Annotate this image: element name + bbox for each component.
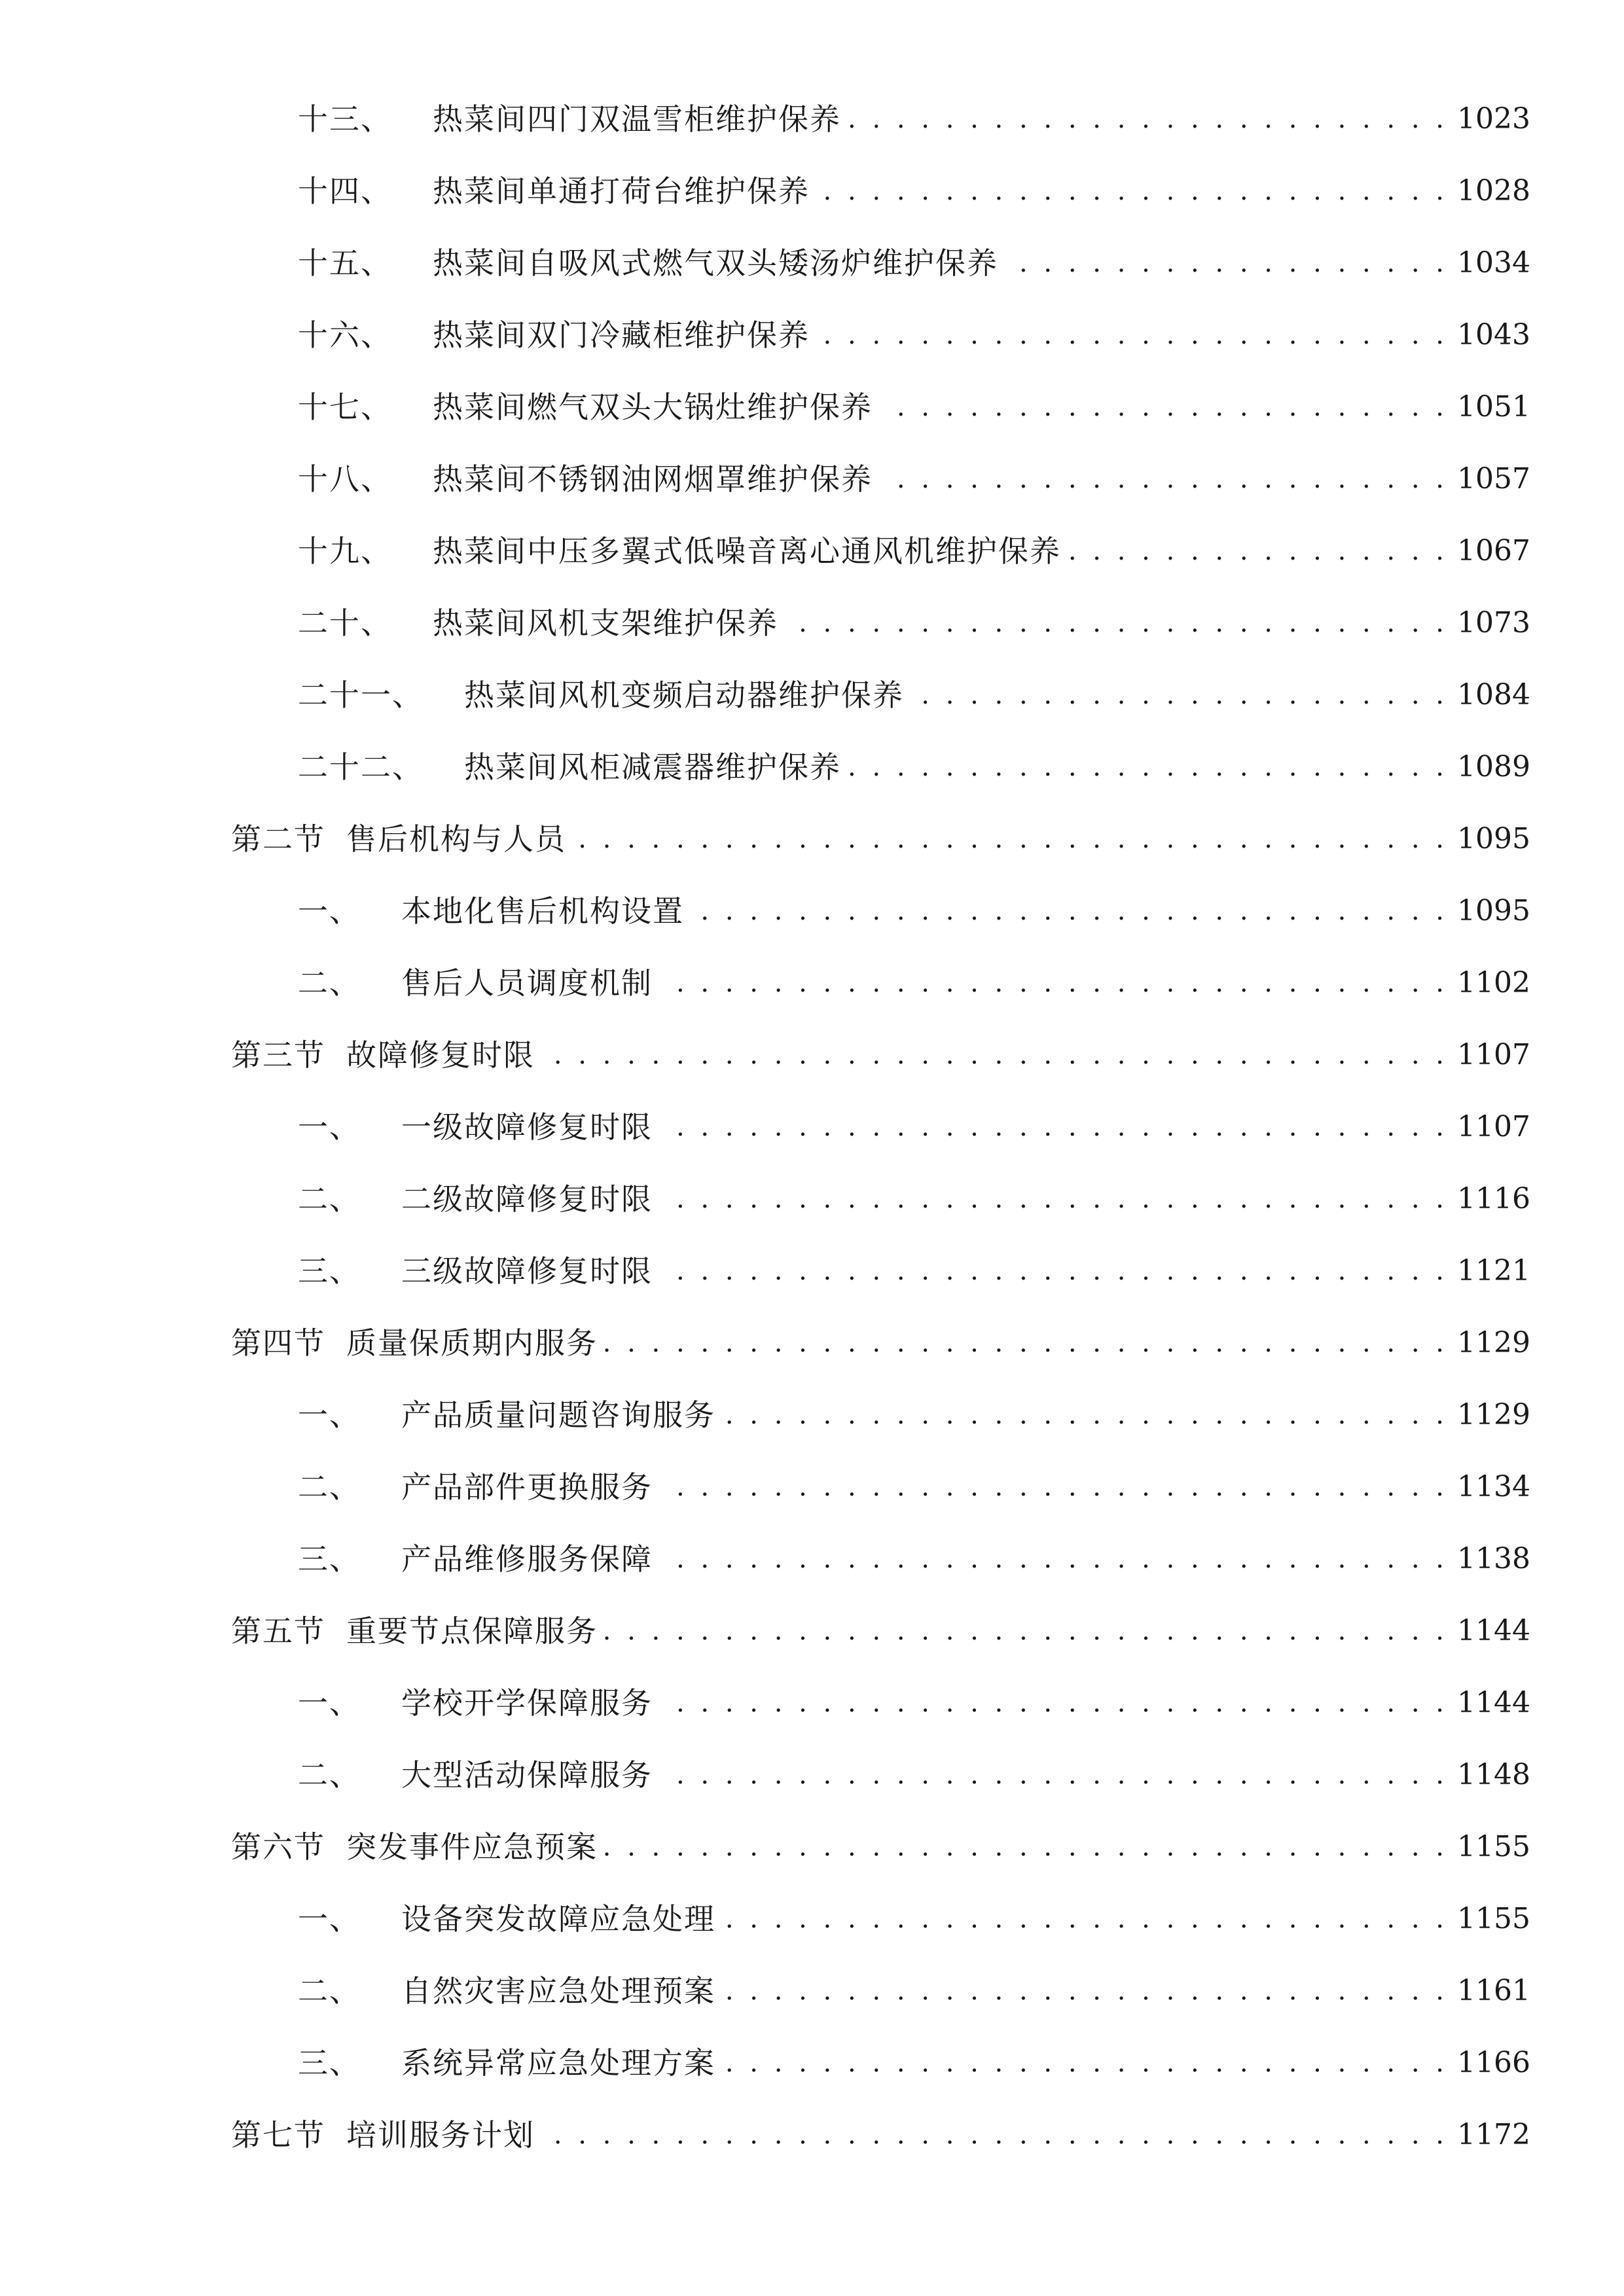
- toc-entry-page-number: 1102: [1457, 966, 1530, 999]
- toc-entry-title: 售后机构与人员: [346, 821, 566, 857]
- toc-entry-title: 热菜间自吸风式燃气双头矮汤炉维护保养: [433, 245, 998, 281]
- toc-dot-leader: [659, 957, 1448, 1009]
- toc-entry-page-number: 1067: [1457, 534, 1530, 567]
- toc-entry-page-number: 1155: [1457, 1830, 1530, 1863]
- toc-entry-page-number: 1144: [1457, 1614, 1530, 1647]
- toc-entry-title: 本地化售后机构设置: [401, 893, 684, 929]
- toc-dot-leader: [848, 741, 1448, 793]
- toc-entry-page-number: 1121: [1457, 1254, 1530, 1287]
- toc-entry-title: 热菜间风机支架维护保养: [433, 605, 778, 641]
- toc-entry-number: 一、: [298, 893, 361, 929]
- toc-subsection-entry[interactable]: [298, 525, 1530, 577]
- toc-entry-title: 突发事件应急预案: [346, 1829, 598, 1865]
- toc-entry-number: 第五节: [231, 1613, 325, 1649]
- toc-entry-number: 十六、: [298, 317, 392, 353]
- toc-dot-leader: [1005, 237, 1448, 289]
- toc-entry-page-number: 1161: [1457, 1974, 1530, 2007]
- toc-subsection-entry[interactable]: [298, 669, 1530, 721]
- toc-entry-number: 十三、: [298, 101, 392, 137]
- toc-dot-leader: [604, 1821, 1448, 1873]
- toc-entry-page-number: 1107: [1457, 1038, 1530, 1071]
- toc-entry-page-number: 1043: [1457, 318, 1530, 351]
- toc-entry-page-number: 1095: [1457, 822, 1530, 855]
- toc-dot-leader: [848, 93, 1448, 145]
- toc-entry-number: 一、: [298, 1397, 361, 1433]
- toc-entry-number: 第二节: [231, 821, 325, 857]
- toc-entry-page-number: 1155: [1457, 1902, 1530, 1935]
- toc-dot-leader: [722, 1965, 1448, 2017]
- toc-entry-title: 热菜间燃气双头大锅灶维护保养: [433, 389, 873, 425]
- toc-subsection-entry[interactable]: [298, 237, 1530, 289]
- toc-entry-title: 一级故障修复时限: [401, 1109, 653, 1145]
- toc-subsection-entry[interactable]: [298, 2037, 1530, 2089]
- toc-entry-page-number: 1028: [1457, 174, 1530, 207]
- toc-subsection-entry[interactable]: [298, 453, 1530, 505]
- toc-entry-title: 二级故障修复时限: [401, 1181, 653, 1217]
- toc-subsection-entry[interactable]: [298, 957, 1530, 1009]
- toc-subsection-entry[interactable]: [298, 1245, 1530, 1297]
- toc-dot-leader: [659, 1533, 1448, 1585]
- toc-entry-title: 自然灾害应急处理预案: [401, 1973, 715, 2009]
- toc-dot-leader: [722, 2037, 1448, 2089]
- toc-entry-title: 三级故障修复时限: [401, 1253, 653, 1289]
- toc-entry-number: 三、: [298, 1541, 361, 1577]
- toc-dot-leader: [879, 453, 1448, 505]
- toc-entry-title: 故障修复时限: [346, 1037, 535, 1073]
- toc-entry-number: 二、: [298, 1757, 361, 1793]
- toc-entry-number: 二十、: [298, 605, 392, 641]
- toc-entry-title: 培训服务计划: [346, 2117, 535, 2153]
- toc-entry-title: 产品部件更换服务: [401, 1469, 653, 1505]
- toc-section-entry[interactable]: [231, 1317, 1530, 1369]
- toc-entry-number: 第七节: [231, 2117, 325, 2153]
- toc-dot-leader: [541, 1029, 1448, 1081]
- toc-entry-number: 第三节: [231, 1037, 325, 1073]
- toc-subsection-entry[interactable]: [298, 1533, 1530, 1585]
- toc-entry-title: 热菜间双门冷藏柜维护保养: [433, 317, 810, 353]
- toc-dot-leader: [722, 1389, 1448, 1441]
- toc-entry-page-number: 1129: [1457, 1326, 1530, 1359]
- toc-entry-title: 产品维修服务保障: [401, 1541, 653, 1577]
- toc-dot-leader: [816, 165, 1448, 217]
- toc-subsection-entry[interactable]: [298, 165, 1530, 217]
- toc-subsection-entry[interactable]: [298, 741, 1530, 793]
- toc-entry-number: 第六节: [231, 1829, 325, 1865]
- toc-subsection-entry[interactable]: [298, 1173, 1530, 1225]
- toc-entry-number: 三、: [298, 1253, 361, 1289]
- toc-subsection-entry[interactable]: [298, 1749, 1530, 1801]
- toc-entry-title: 热菜间中压多翼式低噪音离心通风机维护保养: [433, 533, 1061, 569]
- toc-section-entry[interactable]: [231, 2109, 1530, 2161]
- toc-entry-page-number: 1138: [1457, 1542, 1530, 1575]
- toc-entry-number: 三、: [298, 2045, 361, 2081]
- toc-entry-number: 十七、: [298, 389, 392, 425]
- toc-entry-number: 二、: [298, 1973, 361, 2009]
- toc-entry-number: 二、: [298, 965, 361, 1001]
- toc-entry-number: 一、: [298, 1685, 361, 1721]
- toc-entry-page-number: 1095: [1457, 894, 1530, 927]
- toc-subsection-entry[interactable]: [298, 597, 1530, 649]
- toc-entry-number: 十八、: [298, 461, 392, 497]
- toc-dot-leader: [659, 1677, 1448, 1729]
- toc-subsection-entry[interactable]: [298, 885, 1530, 937]
- toc-subsection-entry[interactable]: [298, 1461, 1530, 1513]
- toc-dot-leader: [911, 669, 1448, 721]
- toc-section-entry[interactable]: [231, 1029, 1530, 1081]
- toc-entry-title: 重要节点保障服务: [346, 1613, 598, 1649]
- toc-entry-title: 学校开学保障服务: [401, 1685, 653, 1721]
- toc-entry-title: 热菜间四门双温雪柜维护保养: [433, 101, 841, 137]
- toc-entry-page-number: 1051: [1457, 390, 1530, 423]
- toc-section-entry[interactable]: [231, 1605, 1530, 1657]
- toc-subsection-entry[interactable]: [298, 1677, 1530, 1729]
- toc-entry-title: 设备突发故障应急处理: [401, 1901, 715, 1937]
- toc-entry-number: 一、: [298, 1109, 361, 1145]
- toc-dot-leader: [879, 381, 1448, 433]
- toc-entry-number: 二十二、: [298, 749, 424, 785]
- toc-dot-leader: [722, 1893, 1448, 1945]
- toc-entry-title: 系统异常应急处理方案: [401, 2045, 715, 2081]
- toc-subsection-entry[interactable]: [298, 381, 1530, 433]
- toc-dot-leader: [604, 1605, 1448, 1657]
- toc-subsection-entry[interactable]: [298, 1893, 1530, 1945]
- toc-entry-title: 热菜间不锈钢油网烟罩维护保养: [433, 461, 873, 497]
- toc-entry-title: 质量保质期内服务: [346, 1325, 598, 1361]
- toc-dot-leader: [691, 885, 1448, 937]
- toc-entry-page-number: 1057: [1457, 462, 1530, 495]
- toc-entry-page-number: 1172: [1457, 2118, 1530, 2151]
- toc-entry-number: 十五、: [298, 245, 392, 281]
- toc-dot-leader: [604, 1317, 1448, 1369]
- toc-dot-leader: [785, 597, 1448, 649]
- toc-dot-leader: [1068, 525, 1448, 577]
- toc-entry-title: 热菜间单通打荷台维护保养: [433, 173, 810, 209]
- toc-subsection-entry[interactable]: [298, 1389, 1530, 1441]
- toc-entry-page-number: 1129: [1457, 1398, 1530, 1431]
- toc-entry-page-number: 1089: [1457, 750, 1530, 783]
- toc-entry-page-number: 1148: [1457, 1758, 1530, 1791]
- toc-entry-number: 十四、: [298, 173, 392, 209]
- toc-section-entry[interactable]: [231, 813, 1530, 865]
- toc-subsection-entry[interactable]: [298, 93, 1530, 145]
- toc-entry-title: 产品质量问题咨询服务: [401, 1397, 715, 1433]
- toc-dot-leader: [659, 1245, 1448, 1297]
- toc-entry-page-number: 1134: [1457, 1470, 1530, 1503]
- toc-entry-title: 热菜间风柜减震器维护保养: [464, 749, 841, 785]
- toc-dot-leader: [541, 2109, 1448, 2161]
- toc-entry-page-number: 1073: [1457, 606, 1530, 639]
- toc-section-entry[interactable]: [231, 1821, 1530, 1873]
- toc-dot-leader: [659, 1749, 1448, 1801]
- toc-entry-number: 二十一、: [298, 677, 424, 713]
- toc-entry-title: 售后人员调度机制: [401, 965, 653, 1001]
- toc-dot-leader: [659, 1461, 1448, 1513]
- toc-entry-number: 第四节: [231, 1325, 325, 1361]
- toc-dot-leader: [659, 1173, 1448, 1225]
- toc-entry-number: 二、: [298, 1469, 361, 1505]
- toc-entry-title: 热菜间风机变频启动器维护保养: [464, 677, 904, 713]
- toc-dot-leader: [659, 1101, 1448, 1153]
- toc-entry-number: 十九、: [298, 533, 392, 569]
- toc-entry-page-number: 1107: [1457, 1110, 1530, 1143]
- toc-entry-page-number: 1144: [1457, 1686, 1530, 1719]
- toc-entry-page-number: 1084: [1457, 678, 1530, 711]
- toc-entry-page-number: 1116: [1457, 1182, 1530, 1215]
- toc-subsection-entry[interactable]: [298, 309, 1530, 361]
- toc-dot-leader: [573, 813, 1448, 865]
- toc-entry-title: 大型活动保障服务: [401, 1757, 653, 1793]
- toc-entry-page-number: 1166: [1457, 2046, 1530, 2079]
- toc-subsection-entry[interactable]: [298, 1101, 1530, 1153]
- toc-entry-page-number: 1023: [1457, 102, 1530, 135]
- toc-entry-number: 二、: [298, 1181, 361, 1217]
- toc-entry-page-number: 1034: [1457, 246, 1530, 279]
- toc-subsection-entry[interactable]: [298, 1965, 1530, 2017]
- toc-entry-number: 一、: [298, 1901, 361, 1937]
- toc-dot-leader: [816, 309, 1448, 361]
